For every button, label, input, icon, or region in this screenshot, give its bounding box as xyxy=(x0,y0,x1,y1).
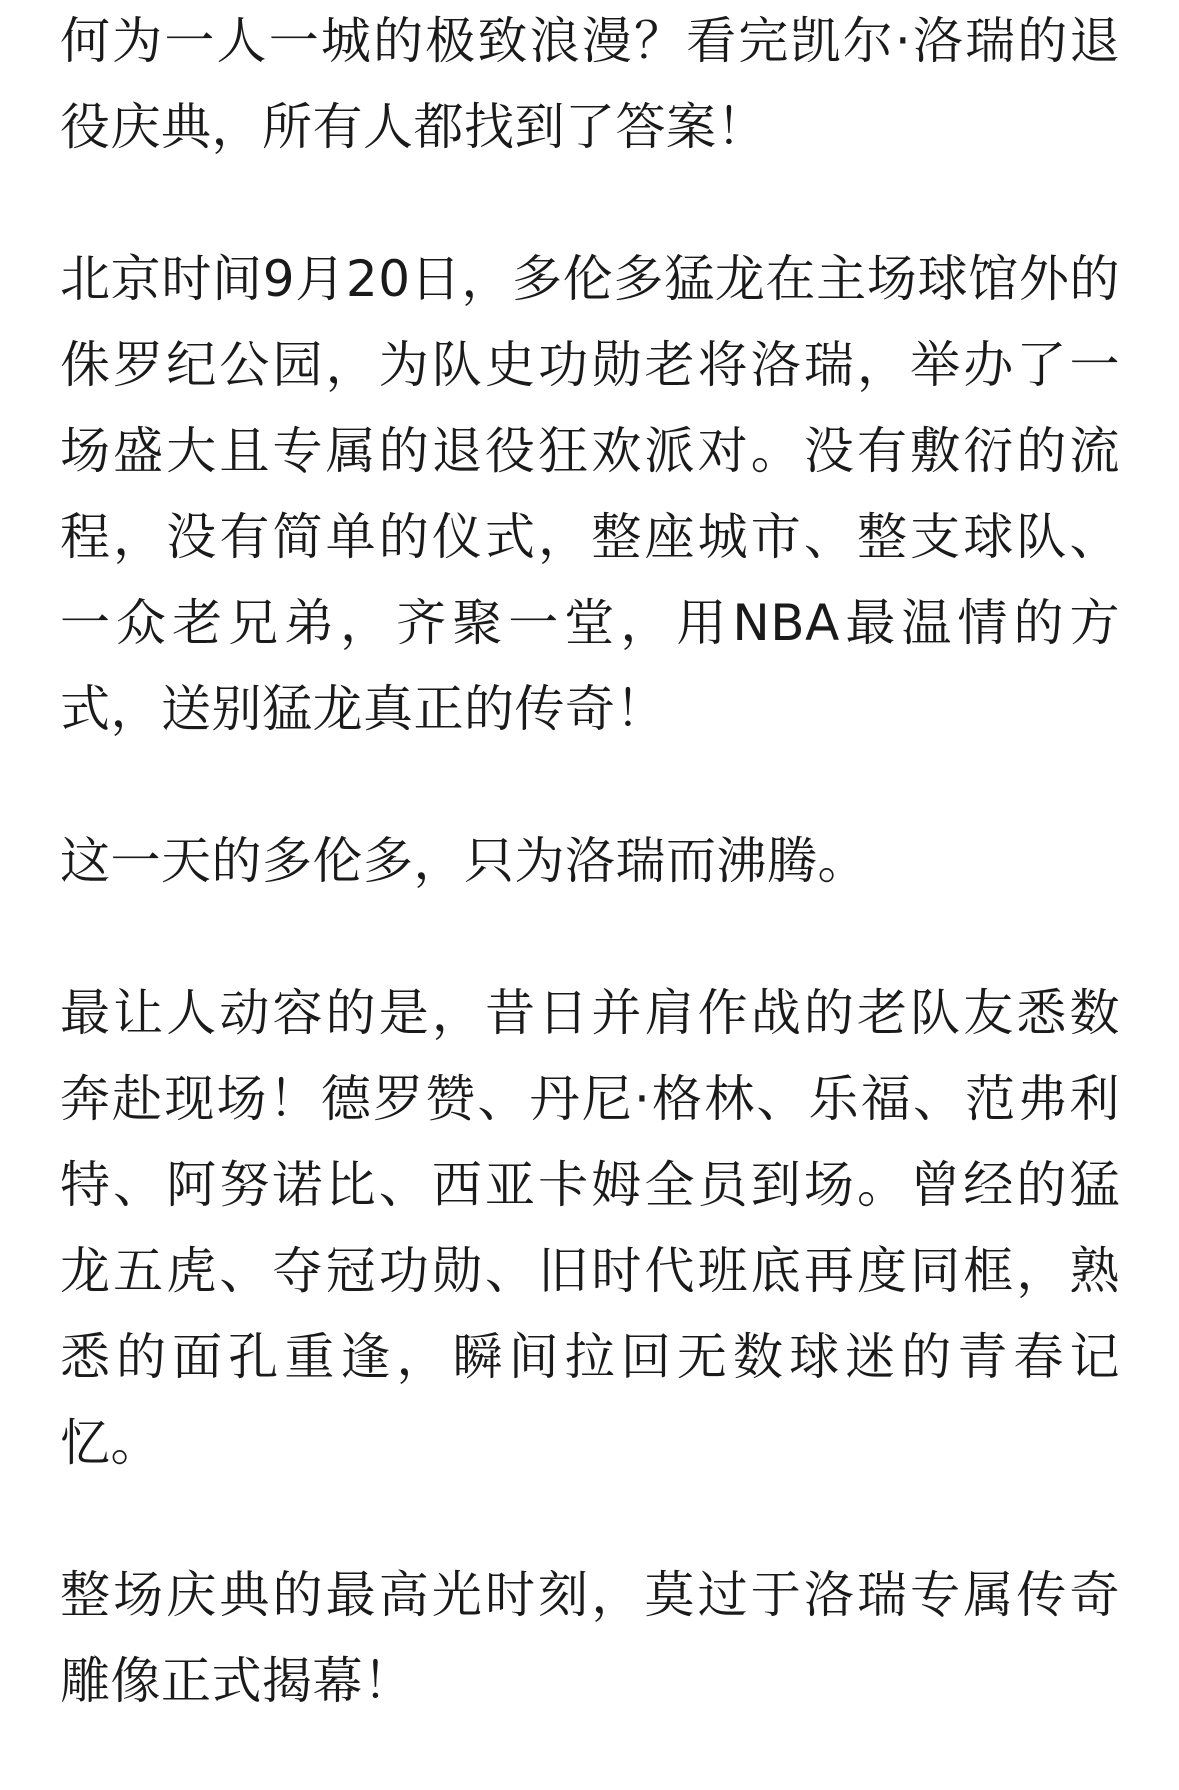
paragraph-teammates: 最让人动容的是，昔日并肩作战的老队友悉数奔赴现场！德罗赞、丹尼·格林、乐福、范弗利特、阿努诺比、西亚卡姆全员到场。曾经的猛龙五虎、夺冠功勋、旧时代班底再度同框，熟悉的面孔重逢，瞬间拉回无数球迷的青春记忆。 xyxy=(60,984,1120,1472)
paragraph-city: 这一天的多伦多，只为洛瑞而沸腾。 xyxy=(60,832,868,890)
paragraph-event: 北京时间9月20日，多伦多猛龙在主场球馆外的侏罗纪公园，为队史功勋老将洛瑞，举办了一场盛大且专属的退役狂欢派对。没有敷衍的流程，没有简单的仪式，整座城市、整支球队、一众老兄弟，齐聚一堂，用NBA最温情的方式，送别猛龙真正的传奇！ xyxy=(60,250,1120,738)
article-body xyxy=(60,0,1120,1790)
paragraph-statue: 整场庆典的最高光时刻，莫过于洛瑞专属传奇雕像正式揭幕！ xyxy=(60,1566,1120,1710)
paragraph-intro: 何为一人一城的极致浪漫？看完凯尔·洛瑞的退役庆典，所有人都找到了答案！ xyxy=(60,12,1120,156)
